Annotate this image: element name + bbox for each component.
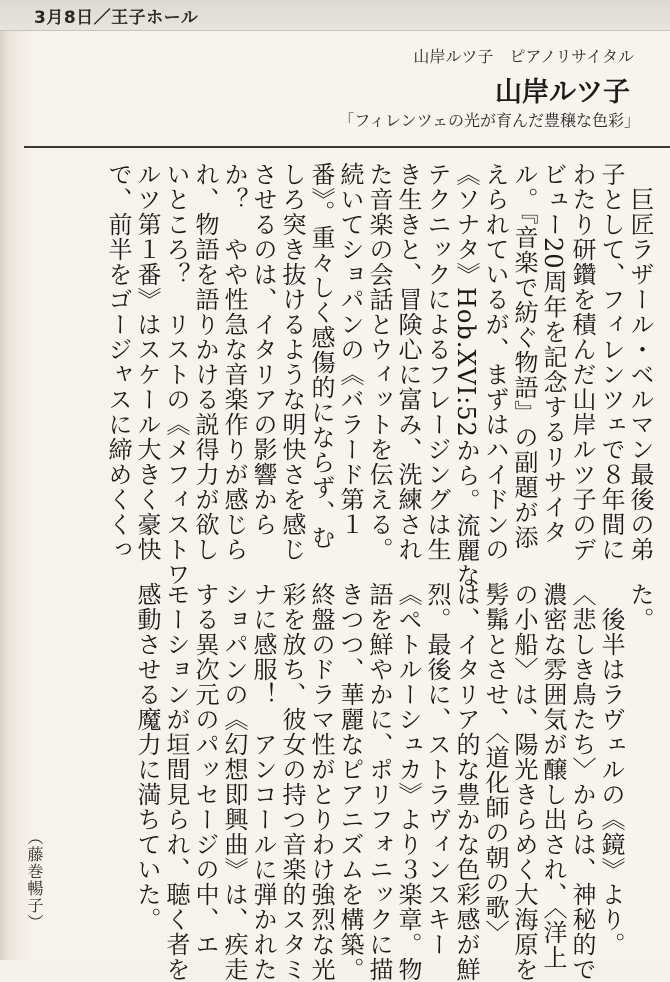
article-line: する異次元のパッセージの中、エ — [191, 582, 219, 957]
article-line: テクニックによるフレージングは生 — [423, 162, 451, 562]
article-line: いところ？ リストの《メフィストワ — [162, 162, 190, 587]
article-line: の小船〉は、陽光きらめく大海原を — [510, 582, 538, 982]
article-line: 〈悲しき鳥たち〉からは、神秘的で — [568, 582, 596, 982]
article-line: 巨匠ラザール・ベルマン最後の弟 — [626, 162, 654, 562]
article-line: わたり研鑽を積んだ山岸ルツ子のデ — [568, 162, 596, 562]
article-line: ビュー20周年を記念するリサイタ — [539, 162, 567, 545]
article-line: 《ソナタ》Hob.XVI:52から。流麗な — [452, 162, 480, 588]
article-line: 後半はラヴェルの《鏡》より。 — [597, 582, 625, 957]
article-line: き生きと、冒険心に富み、洗練され — [394, 162, 422, 562]
article-line: 烈。最後に、ストラヴィンスキー — [423, 582, 451, 957]
author-byline: （藤巻暢子） — [25, 829, 44, 931]
article-line: ショパンの《幻想即興曲》は、疾走 — [220, 582, 248, 982]
article-line: 濃密な雰囲気が醸し出され、〈洋上 — [539, 582, 567, 970]
review-headline: 「フィレンツェの光が育んだ豊穣な色彩」 — [338, 111, 640, 130]
article-line: モーションが垣間見られ、聴く者を — [162, 582, 190, 982]
article-line: 子として、フィレンツェで８年間に — [597, 162, 625, 562]
date-venue-label: 3月8日／王子ホール — [34, 8, 199, 28]
header-strip — [0, 0, 670, 31]
article-line: 《ペトルーシュカ》より３楽章。物 — [394, 582, 422, 982]
article-line: か？ やや性急な音楽作りが感じら — [220, 162, 248, 562]
title-divider — [24, 146, 670, 148]
article-line: ルツ第１番》はスケール大きく豪快 — [133, 162, 161, 562]
article-line: ル。『音楽で紡ぐ物語』の副題が添 — [510, 162, 538, 550]
article-line: しろ突き抜けるような明快さを感じ — [278, 162, 306, 562]
article-line: ナに感服！ アンコールに弾かれた — [249, 582, 277, 982]
article-line: えられているが、まずはハイドンの — [481, 162, 509, 562]
article-line: 番》。重々しく感傷的にならず、む — [307, 162, 335, 550]
article-line: させるのは、イタリアの影響から — [249, 162, 277, 537]
article-line: れ、物語を語りかける説得力が欲し — [191, 162, 219, 562]
article-line: きつつ、華麗なピアニズムを構築。 — [336, 582, 364, 982]
article-line: で、前半をゴージャスに締めくくっ — [104, 162, 132, 562]
article-body-upper — [18, 162, 654, 588]
article-line: 感動させる魔力に満ちていた。 — [133, 582, 161, 932]
article-line: た音楽の会話とウィットを伝える。 — [365, 162, 393, 562]
article-line: 彩を放ち、彼女の持つ音楽的スタミ — [278, 582, 306, 982]
article-line: 髣髴とさせ、〈道化師の朝の歌〉 — [481, 582, 509, 945]
article-line: た。 — [626, 582, 654, 632]
article-line: 終盤のドラマ性がとりわけ強烈な光 — [307, 582, 335, 982]
article-line: 語を鮮やかに、ポリフォニックに描 — [365, 582, 393, 982]
article-body-lower — [18, 582, 654, 982]
article-line: 続いてショパンの《バラード第１ — [336, 162, 364, 537]
performer-name: 山岸ルツ子 — [495, 77, 630, 108]
article-line: は、イタリア的な豊かな色彩感が鮮 — [452, 582, 480, 982]
recital-subtitle: 山岸ルツ子 ピアノリサイタル — [413, 47, 634, 66]
